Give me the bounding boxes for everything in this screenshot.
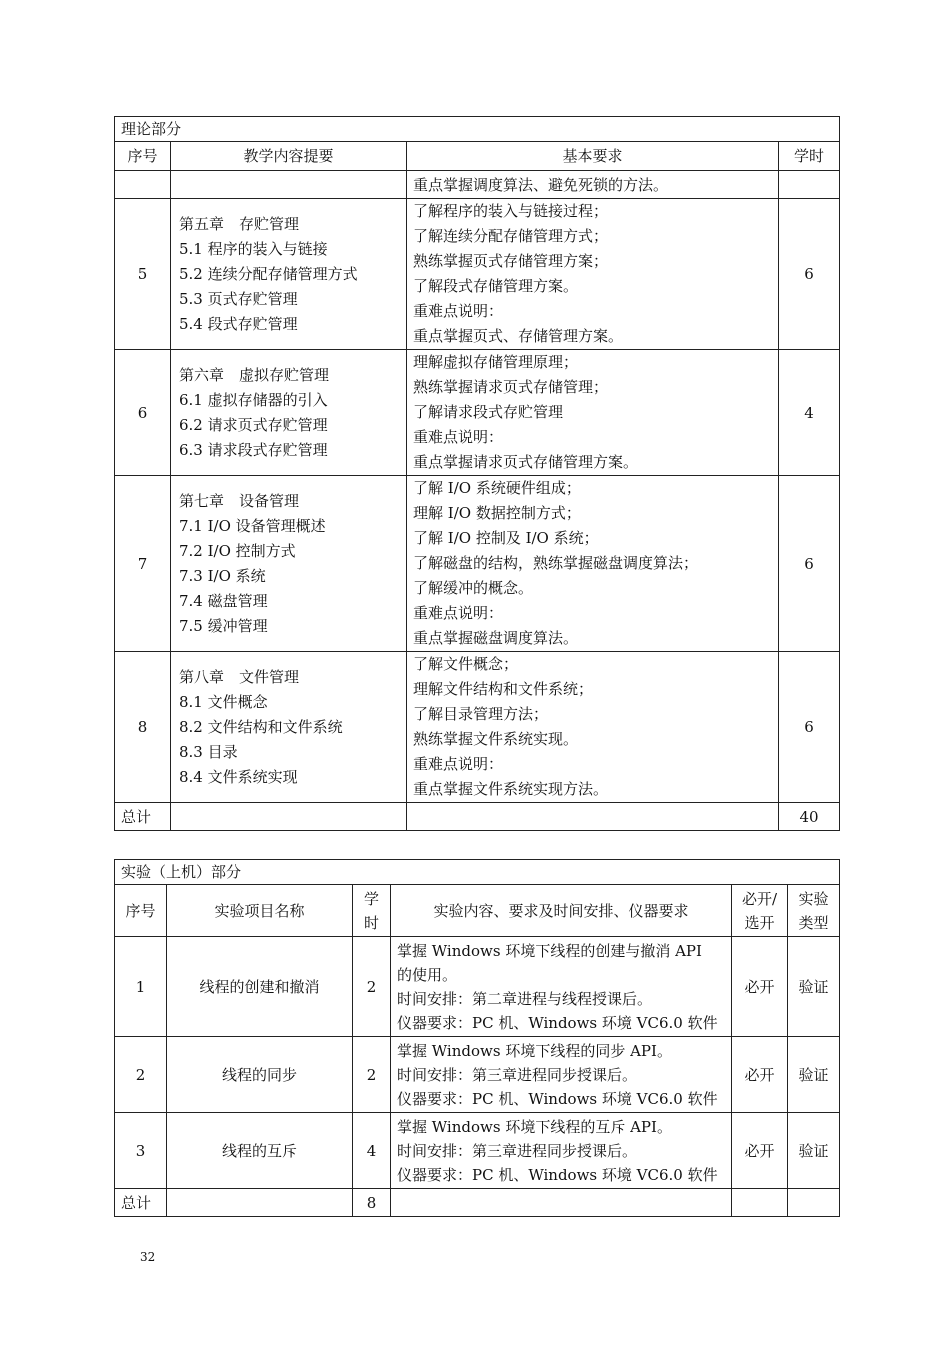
content-line: 8.4 文件系统实现 [179,767,298,786]
row-requirement [407,350,779,476]
requirement-line: 理解 I/O 数据控制方式； [413,504,581,522]
lab-row-content [391,937,732,1037]
lab-header-type-line: 实验 [798,889,829,908]
lab-header-required [732,885,788,937]
lab-content-line: 仪器要求：PC 机、Windows 环境 VC6.0 软件 [397,1013,718,1032]
lab-row-content [391,1037,732,1113]
lab-header-hours [353,885,391,937]
requirement-line: 重点掌握页式、存储管理方案。 [413,327,624,345]
content-line: 6.1 虚拟存储器的引入 [179,390,328,409]
lab-content-line: 的使用。 [397,965,458,984]
requirement-line: 重点掌握文件系统实现方法。 [413,780,609,798]
lab-row-type: 验证 [788,937,840,1037]
lab-section-title: 实验（上机）部分 [115,860,840,885]
lab-total-label: 总计 [115,1189,167,1217]
lab-header-type [788,885,840,937]
lab-header-hours-line: 时 [363,913,379,932]
content-line: 7.2 I/O 控制方式 [179,541,296,560]
requirement-line: 重难点说明： [413,755,504,773]
content-line: 6.3 请求段式存贮管理 [179,440,328,459]
row-requirement [407,476,779,652]
lab-total-type [788,1189,840,1217]
theory-section-title: 理论部分 [115,117,840,142]
lab-header-type-line: 类型 [798,913,829,932]
lab-row-no: 2 [115,1037,167,1113]
row-content [171,476,407,652]
lab-row-type: 验证 [788,1113,840,1189]
requirement-line: 熟练掌握页式存储管理方案； [413,252,609,270]
lab-row-hours: 4 [353,1113,391,1189]
theory-total-content [171,803,407,831]
lab-row-required: 必开 [732,1113,788,1189]
lab-row-name: 线程的创建和撤消 [167,937,353,1037]
lab-row-required: 必开 [732,1037,788,1113]
requirement-line: 重难点说明： [413,428,504,446]
lab-header-hours-line: 学 [363,889,379,908]
requirement-line: 了解磁盘的结构，熟练掌握磁盘调度算法； [413,554,699,572]
requirement-line: 理解虚拟存储管理原理； [413,353,579,371]
table-row [115,652,840,803]
content-line: 5.1 程序的装入与链接 [179,239,328,258]
row-content [171,652,407,803]
row-hours: 6 [779,652,840,803]
row-content [171,199,407,350]
lab-header-no: 序号 [115,885,167,937]
lab-content-line: 掌握 Windows 环境下线程的创建与撤消 API [397,941,702,960]
requirement-line: 了解请求段式存贮管理 [413,403,564,421]
requirement-line: 理解文件结构和文件系统； [413,680,594,698]
table-row [115,350,840,476]
page-number: 32 [140,1250,156,1264]
header-requirement: 基本要求 [407,142,779,171]
theory-total-label: 总计 [115,803,171,831]
content-line: 8.3 目录 [179,742,238,761]
continuation-hours [779,171,840,199]
lab-rows [115,937,840,1189]
content-line: 8.2 文件结构和文件系统 [179,717,343,736]
content-line: 第六章 虚拟存贮管理 [179,365,330,384]
requirement-line: 了解程序的装入与链接过程； [413,202,609,220]
lab-row-hours: 2 [353,1037,391,1113]
content-line: 8.1 文件概念 [179,692,268,711]
lab-row-hours: 2 [353,937,391,1037]
table-row [115,1037,840,1113]
lab-row-no: 1 [115,937,167,1037]
row-requirement [407,652,779,803]
lab-header-content: 实验内容、要求及时间安排、仪器要求 [391,885,732,937]
row-no: 8 [115,652,171,803]
lab-total-content [391,1189,732,1217]
requirement-line: 了解段式存储管理方案。 [413,277,579,295]
theory-table [114,116,840,831]
lab-header-required-line: 必开/ [741,889,778,908]
lab-row-content [391,1113,732,1189]
requirement-line: 重点掌握请求页式存储管理方案。 [413,453,639,471]
requirement-line: 了解 I/O 控制及 I/O 系统； [413,529,599,547]
lab-row-no: 3 [115,1113,167,1189]
requirement-line: 了解文件概念； [413,655,519,673]
lab-content-line: 时间安排：第二章进程与线程授课后。 [397,989,653,1008]
table-row [115,199,840,350]
requirement-line: 熟练掌握文件系统实现。 [413,730,579,748]
content-line: 5.2 连续分配存储管理方式 [179,264,358,283]
content-line: 5.3 页式存贮管理 [179,289,298,308]
lab-total-required [732,1189,788,1217]
continuation-no [115,171,171,199]
lab-row-type: 验证 [788,1037,840,1113]
row-requirement [407,199,779,350]
header-content: 教学内容提要 [171,142,407,171]
requirement-line: 重点掌握磁盘调度算法。 [413,629,579,647]
lab-row-required: 必开 [732,937,788,1037]
lab-row-name: 线程的同步 [167,1037,353,1113]
row-hours: 6 [779,476,840,652]
requirement-line: 重难点说明： [413,302,504,320]
row-no: 5 [115,199,171,350]
row-hours: 4 [779,350,840,476]
requirement-line: 了解 I/O 系统硬件组成； [413,479,581,497]
requirement-line: 熟练掌握请求页式存储管理； [413,378,609,396]
content-line: 第八章 文件管理 [179,667,300,686]
continuation-content [171,171,407,199]
lab-content-line: 掌握 Windows 环境下线程的互斥 API。 [397,1117,672,1136]
continuation-requirement: 重点掌握调度算法、避免死锁的方法。 [407,171,779,199]
lab-header-required-line: 选开 [744,913,775,932]
lab-content-line: 时间安排：第三章进程同步授课后。 [397,1065,638,1084]
content-line: 第五章 存贮管理 [179,214,300,233]
requirement-line: 了解缓冲的概念。 [413,579,534,597]
lab-content-line: 仪器要求：PC 机、Windows 环境 VC6.0 软件 [397,1089,718,1108]
table-row [115,937,840,1037]
lab-total-hours: 8 [353,1189,391,1217]
content-line: 第七章 设备管理 [179,491,300,510]
lab-header-name: 实验项目名称 [167,885,353,937]
requirement-line: 重难点说明： [413,604,504,622]
lab-row-name: 线程的互斥 [167,1113,353,1189]
content-line: 7.5 缓冲管理 [179,616,268,635]
lab-content-line: 掌握 Windows 环境下线程的同步 API。 [397,1041,672,1060]
table-row [115,1113,840,1189]
lab-table [114,859,840,1217]
lab-content-line: 仪器要求：PC 机、Windows 环境 VC6.0 软件 [397,1165,718,1184]
content-line: 5.4 段式存贮管理 [179,314,298,333]
row-content [171,350,407,476]
row-no: 7 [115,476,171,652]
lab-total-name [167,1189,353,1217]
content-line: 7.3 I/O 系统 [179,566,266,585]
content-line: 7.1 I/O 设备管理概述 [179,516,326,535]
table-row [115,476,840,652]
header-no: 序号 [115,142,171,171]
requirement-line: 了解目录管理方法； [413,705,549,723]
row-no: 6 [115,350,171,476]
requirement-line: 了解连续分配存储管理方式； [413,227,609,245]
content-line: 6.2 请求页式存贮管理 [179,415,328,434]
content-line: 7.4 磁盘管理 [179,591,268,610]
row-hours: 6 [779,199,840,350]
theory-rows [115,199,840,803]
theory-total-requirement [407,803,779,831]
lab-content-line: 时间安排：第三章进程同步授课后。 [397,1141,638,1160]
header-hours: 学时 [779,142,840,171]
theory-total-hours: 40 [779,803,840,831]
